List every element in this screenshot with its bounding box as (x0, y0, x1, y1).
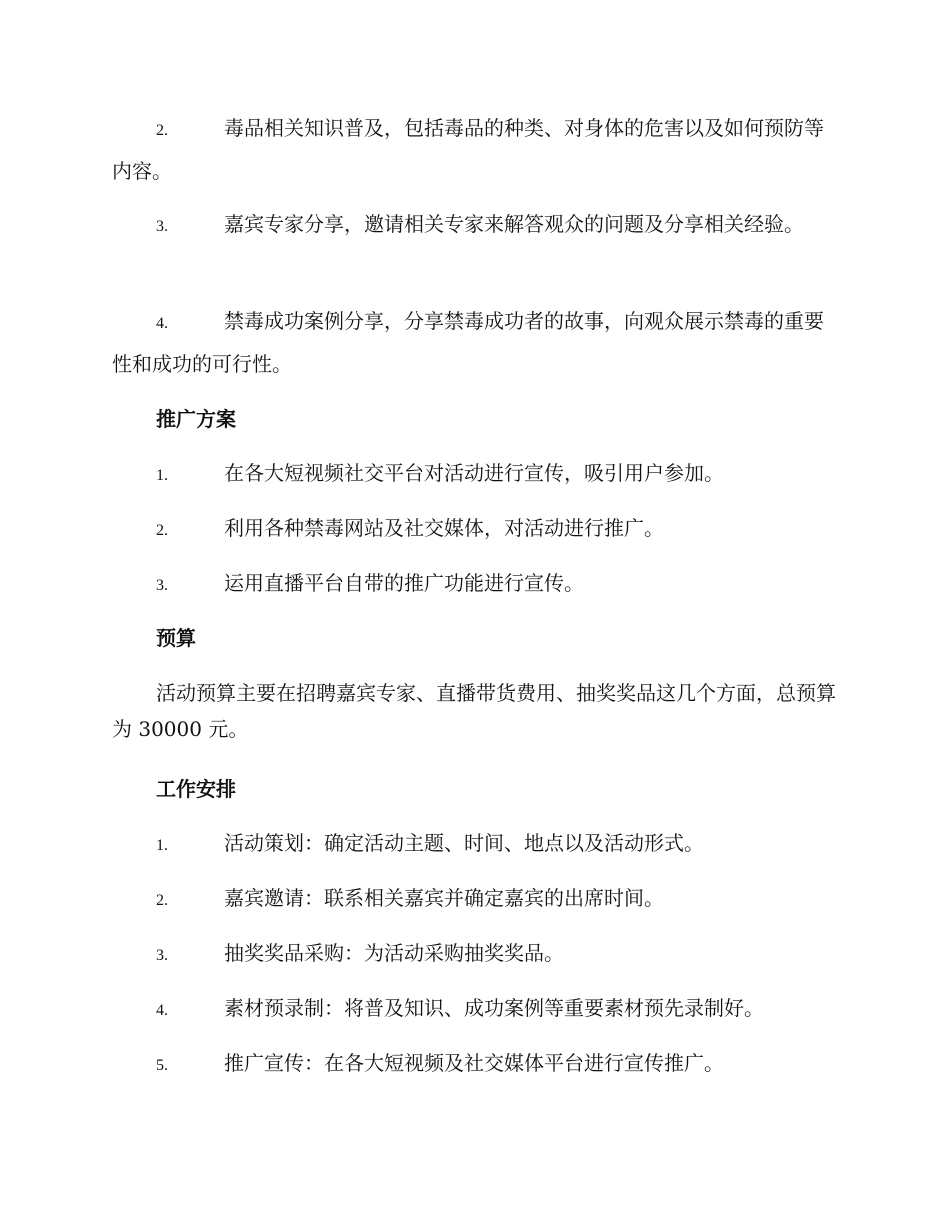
promotion-list-item (112, 508, 838, 551)
schedule-list-item (112, 823, 838, 866)
list-number: 3. (156, 218, 168, 235)
section-heading-schedule: 工作安排 (156, 777, 236, 801)
list-number: 4. (156, 1002, 168, 1019)
list-text: 禁毒成功案例分享，分享禁毒成功者的故事，向观众展示禁毒的重要性和成功的可行性。 (112, 309, 824, 376)
section-heading-promotion: 推广方案 (156, 407, 236, 431)
list-text: 抽奖奖品采购：为活动采购抽奖奖品。 (224, 941, 564, 965)
list-text: 素材预录制：将普及知识、成功案例等重要素材预先录制好。 (224, 996, 764, 1020)
list-text: 嘉宾邀请：联系相关嘉宾并确定嘉宾的出席时间。 (224, 886, 664, 910)
promotion-list-item (112, 453, 838, 496)
list-number: 1. (156, 467, 168, 484)
list-text: 运用直播平台自带的推广功能进行宣传。 (224, 571, 584, 595)
list-number: 3. (156, 947, 168, 964)
list-number: 2. (156, 892, 168, 909)
list-number: 3. (156, 577, 168, 594)
list-number: 2. (156, 122, 168, 139)
schedule-list-item (112, 1043, 838, 1086)
list-number: 4. (156, 315, 168, 332)
list-text: 活动策划：确定活动主题、时间、地点以及活动形式。 (224, 831, 704, 855)
schedule-list-item (112, 933, 838, 976)
schedule-list-item (112, 988, 838, 1031)
content-list-item (112, 301, 838, 385)
list-number: 5. (156, 1057, 168, 1074)
list-text: 利用各种禁毒网站及社交媒体，对活动进行推广。 (224, 516, 664, 540)
content-list-item (112, 204, 838, 247)
promotion-list-item (112, 563, 838, 606)
content-list-item (112, 108, 838, 192)
list-text: 毒品相关知识普及，包括毒品的种类、对身体的危害以及如何预防等内容。 (112, 116, 824, 183)
list-text: 嘉宾专家分享，邀请相关专家来解答观众的问题及分享相关经验。 (224, 212, 804, 236)
list-number: 1. (156, 837, 168, 854)
schedule-list-item (112, 878, 838, 921)
budget-paragraph: 活动预算主要在招聘嘉宾专家、直播带货费用、抽奖奖品这几个方面，总预算为 30000 元。 (112, 681, 836, 741)
list-number: 2. (156, 522, 168, 539)
list-text: 推广宣传：在各大短视频及社交媒体平台进行宣传推广。 (224, 1051, 724, 1075)
list-text: 在各大短视频社交平台对活动进行宣传，吸引用户参加。 (224, 461, 724, 485)
section-heading-budget: 预算 (156, 626, 196, 650)
